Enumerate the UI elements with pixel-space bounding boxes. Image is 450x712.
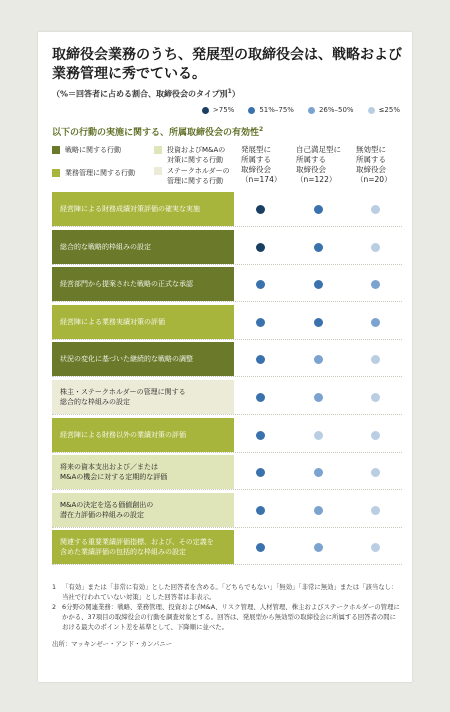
column-header-developed: 発展型に 所属する 取締役会 （n=174） — [241, 145, 282, 184]
row-label: 経営部門から提案された戦略の正式な承認 — [52, 267, 234, 301]
value-dot — [314, 318, 323, 327]
table-row — [52, 192, 402, 227]
value-dot — [256, 243, 265, 252]
value-dot — [256, 318, 265, 327]
value-dot — [314, 355, 323, 364]
table-row — [52, 305, 402, 340]
value-dot — [371, 355, 380, 364]
table-row — [52, 455, 402, 490]
value-dot — [371, 243, 380, 252]
value-dot — [371, 318, 380, 327]
row-label: 株主・ステークホルダーの管理に関する 総合的な枠組みの設定 — [52, 380, 234, 414]
source-note: 出所：マッキンゼー・アンド・カンパニー — [52, 640, 173, 648]
legend — [38, 106, 400, 114]
category-stakeholder: ステークホルダーの 管理に関する行動 — [154, 166, 230, 186]
table-row — [52, 418, 402, 453]
value-dot — [256, 205, 265, 214]
row-label: M&Aの決定を巡る価値創出の 潜在力評価の枠組みの設定 — [52, 493, 234, 527]
value-dot — [314, 543, 323, 552]
value-dot — [314, 506, 323, 515]
value-dot — [314, 280, 323, 289]
row-label: 総合的な戦略的枠組みの設定 — [52, 230, 234, 264]
category-swatch — [52, 146, 60, 154]
row-label: 経営陣による財務以外の業績対策の評価 — [52, 418, 234, 452]
row-label: 経営陣による財務成績対策評価の確実な実施 — [52, 192, 234, 226]
value-dot — [371, 543, 380, 552]
category-swatch — [52, 169, 60, 177]
legend-swatch — [248, 107, 255, 114]
legend-swatch — [308, 107, 315, 114]
legend-item-gt75: >75% — [202, 106, 234, 114]
footnotes — [52, 582, 400, 632]
chart-card — [38, 32, 412, 682]
table-row — [52, 230, 402, 265]
value-dot — [256, 468, 265, 477]
legend-item-le25: ≤25% — [368, 106, 400, 114]
category-swatch — [154, 167, 162, 175]
value-dot — [256, 393, 265, 402]
legend-swatch — [368, 107, 375, 114]
legend-item-26-50: 26%–50% — [308, 106, 354, 114]
value-dot — [371, 506, 380, 515]
table-row — [52, 530, 402, 565]
row-label: 将来の資本支出および／または M&Aの機会に対する定期的な評価 — [52, 455, 234, 489]
value-dot — [256, 431, 265, 440]
value-dot — [314, 243, 323, 252]
value-dot — [371, 280, 380, 289]
chart-subtitle: （%＝回答者に占める割合、取締役会のタイプ別$^1$） — [52, 88, 240, 99]
value-dot — [371, 431, 380, 440]
footnote: 2 6分野の関連業務：戦略、業務管理、投資およびM&A、リスク管理、人材管理、株主およびステークホルダーの管理にかかる、37項目の取締役会の行動を調査対象とする。回答は、発展型から無効型の取締役会に所属する回答者の間における最大のポイント差を基準として、下降順に並べた。 — [52, 603, 400, 631]
value-dot — [256, 506, 265, 515]
category-operations: 業務管理に関する行動 — [52, 168, 135, 178]
column-header-ineffective: 無効型に 所属する 取締役会 （n=20） — [356, 145, 392, 184]
value-dot — [314, 468, 323, 477]
category-strategy: 戦略に関する行動 — [52, 145, 121, 155]
value-dot — [314, 431, 323, 440]
chart-title: 取締役会業務のうち、発展型の取締役会は、戦略および業務管理に秀でている。 — [52, 47, 402, 82]
footnote: 1 「有効」または「非常に有効」とした回答者を含める。「どちらでもない」「無効」「非常に無効」または「該当なし：当社で行われていない対策」とした回答者は非表示。 — [52, 583, 398, 601]
value-dot — [256, 355, 265, 364]
value-dot — [314, 393, 323, 402]
row-label: 経営陣による業務実績対策の評価 — [52, 305, 234, 339]
table-row — [52, 342, 402, 377]
table-row — [52, 267, 402, 302]
legend-item-51-75: 51%–75% — [248, 106, 294, 114]
value-dot — [256, 280, 265, 289]
legend-swatch — [202, 107, 209, 114]
value-dot — [371, 468, 380, 477]
table-row — [52, 493, 402, 528]
section-title: 以下の行動の実施に関する、所属取締役会の有効性$^2$ — [52, 126, 264, 138]
value-dot — [371, 205, 380, 214]
value-dot — [314, 205, 323, 214]
row-label: 状況の変化に基づいた継続的な戦略の調整 — [52, 342, 234, 376]
category-investment: 投資およびM&Aの 対策に関する行動 — [154, 145, 225, 165]
value-dot — [256, 543, 265, 552]
table-row — [52, 380, 402, 415]
value-dot — [371, 393, 380, 402]
row-label: 関連する重要業績評価指標、および、その定義を 含めた業績評価の包括的な枠組みの設定 — [52, 530, 234, 564]
category-swatch — [154, 146, 162, 154]
column-header-complacent: 自己満足型に 所属する 取締役会 （n=122） — [296, 145, 341, 184]
